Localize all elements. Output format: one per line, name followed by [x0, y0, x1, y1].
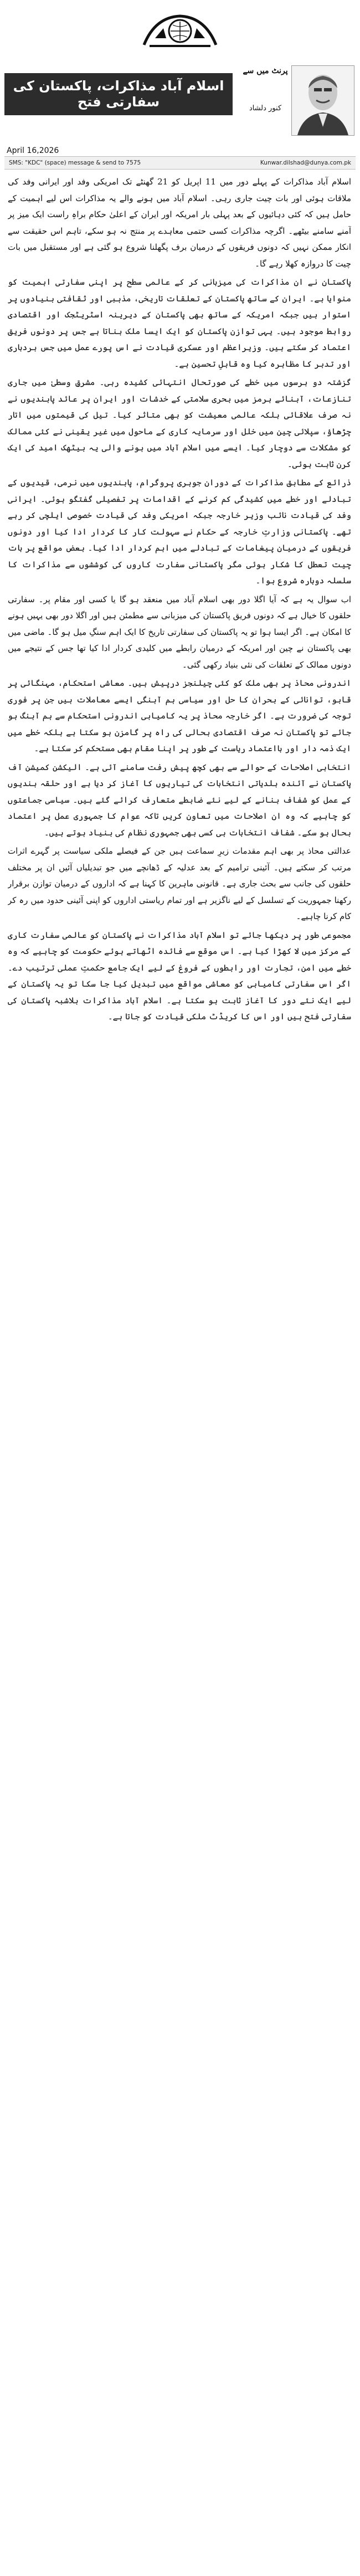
masthead: [130, 4, 230, 57]
paragraph: ذرائع کے مطابق مذاکرات کے دوران جوہری پروگرام، پابندیوں میں نرمی، قیدیوں کے تبادلے اور خطے میں کشیدگی کم کرنے کے اقدامات پر تفصیلی گفتگو ہوئی۔ ایرانی وفد کی قیادت نائب وزیر خارجہ جبکہ امریکی وفد کی قیادت خصوصی ایلچی کر رہے تھے۔ پاکستانی وزارتِ خارجہ کے حکام نے سہولت کار کا کردار ادا کیا اور دونوں فریقوں کے درمیان پیغامات کے تبادلے میں اہم کردار ادا کیا۔ بعض مواقع پر بات چیت تعطل کا شکار ہوئی مگر پاکستانی سفارت کاروں کی کوششوں سے مذاکرات کا سلسلہ دوبارہ شروع ہوا۔: [8, 478, 351, 586]
dunya-logo[interactable]: [133, 6, 227, 56]
article-body: [8, 174, 351, 2567]
paragraph: گزشتہ دو برسوں میں خطے کی صورتحال انتہائی کشیدہ رہی۔ مشرقِ وسطیٰ میں جاری تنازعات، آبنائے ہرمز میں بحری سلامتی کے خدشات اور ایران پر عائد پابندیوں نے نہ صرف علاقائی بلکہ عالمی معیشت کو بھی متاثر کیا۔ تیل کی قیمتوں میں اتار چڑھاؤ، سپلائی چین میں خلل اور سرمایہ کاری کے ماحول میں غیر یقینی نے کئی ممالک کو مشکلات سے دوچار کیا۔ ایسے میں اسلام آباد میں ہونے والی یہ بیٹھک امید کی ایک کرن ثابت ہوئی۔: [8, 377, 351, 469]
paragraph: اب سوال یہ ہے کہ آیا اگلا دور بھی اسلام آباد میں منعقد ہو گا یا کسی اور مقام پر۔ سفارتی حلقوں کا خیال ہے کہ دونوں فریق پاکستان کی میزبانی سے مطمئن ہیں اور اگلا دور بھی یہیں ہونے کا امکان ہے۔ اگر ایسا ہوا تو یہ پاکستان کی سفارتی تاریخ کا ایک اہم سنگِ میل ہو گا۔ ماضی میں بھی پاکستان نے چین اور امریکہ کے درمیان رابطے میں کلیدی کردار ادا کیا تھا جس کے نتیجے میں دونوں ممالک کے تعلقات کی نئی بنیاد رکھی گئی۔: [8, 594, 351, 670]
contact-bar: [4, 156, 356, 170]
author-email[interactable]: Kunwar.dilshad@dunya.com.pk: [260, 160, 351, 166]
paragraph: اسلام آباد مذاکرات کے پہلے دور میں 11 اپریل کو 21 گھنٹے تک امریکی وفد اور ایرانی وفد کی ملاقات ہوئی اور بات چیت جاری رہی۔ اسلام آباد میں ہونے والے یہ مذاکرات اس لیے اہمیت کے حامل ہیں کہ کئی دہائیوں کے بعد پہلی بار امریکہ اور ایران کے اعلیٰ حکام براہِ راست ایک میز پر آمنے سامنے بیٹھے۔ اگرچہ مذاکرات کسی حتمی معاہدے پر منتج نہ ہو سکے، تاہم اس حقیقت سے انکار ممکن نہیں کہ دونوں فریقوں کے درمیان برف پگھلنا شروع ہو گئی ہے اور مستقبل میں بات چیت کا دروازہ کھلا رہے گا۔: [8, 177, 351, 269]
publish-date: April 16,2026: [7, 146, 59, 155]
author-name[interactable]: کنور دلشاد: [249, 104, 282, 112]
paragraph: مجموعی طور پر دیکھا جائے تو اسلام آباد مذاکرات نے پاکستان کو عالمی سفارت کاری کے مرکز میں لا کھڑا کیا ہے۔ اس موقع سے فائدہ اٹھاتے ہوئے حکومت کو چاہیے کہ وہ خطے میں امن، تجارت اور رابطوں کے فروغ کے لیے ایک جامع حکمتِ عملی ترتیب دے۔ اگر اس سفارتی کامیابی کو معاشی مواقع میں تبدیل کیا جا سکا تو یہ پاکستان کے لیے ایک نئے دور کا آغاز ثابت ہو سکتا ہے۔ اسلام آباد مذاکرات بلاشبہ پاکستان کی سفارتی فتح ہیں اور اس کا کریڈٹ ملکی قیادت کو جاتا ہے۔: [8, 930, 351, 1022]
date-row: [0, 145, 360, 157]
paragraph: انتخابی اصلاحات کے حوالے سے بھی کچھ پیش رفت سامنے آئی ہے۔ الیکشن کمیشن آف پاکستان نے آئندہ بلدیاتی انتخابات کی تیاریوں کا آغاز کر دیا ہے اور حلقہ بندیوں کے عمل کو شفاف بنانے کے لیے نئے ضابطے متعارف کرائے گئے ہیں۔ سیاسی جماعتوں کو چاہیے کہ وہ ان اصلاحات میں تعاون کریں تاکہ عوام کا جمہوری عمل پر اعتماد بحال ہو سکے۔ شفاف انتخابات ہی کسی بھی جمہوری نظام کی بنیاد ہوتے ہیں۔: [8, 762, 351, 838]
column-header: [0, 61, 360, 144]
sms-instructions: SMS: "KDC" (space) message & send to 7575: [9, 160, 141, 166]
author-photo: [291, 65, 354, 136]
headline-box: [4, 73, 233, 115]
headline: اسلام آباد مذاکرات، پاکستان کی سفارتی فتح: [13, 78, 224, 110]
author-kicker: پرنٹ میں سے: [243, 66, 288, 75]
logo-graphic: [133, 6, 227, 56]
paragraph: اندرونی محاذ پر بھی ملک کو کئی چیلنجز درپیش ہیں۔ معاشی استحکام، مہنگائی پر قابو، توانائی کے بحران کا حل اور سیاسی ہم آہنگی ایسے معاملات ہیں جن پر فوری توجہ کی ضرورت ہے۔ اگر خارجہ محاذ پر یہ کامیابی اندرونی استحکام سے ہم آہنگ ہو جائے تو پاکستان نہ صرف اقتصادی بحالی کی راہ پر گامزن ہو سکتا ہے بلکہ خطے میں ایک ذمہ دار اور بااعتماد ریاست کے طور پر اپنا مقام بھی مستحکم کر سکتا ہے۔: [8, 678, 351, 753]
paragraph: عدالتی محاذ پر بھی اہم مقدمات زیرِ سماعت ہیں جن کے فیصلے ملکی سیاست پر گہرے اثرات مرتب کر سکتے ہیں۔ آئینی ترامیم کے بعد عدلیہ کے ڈھانچے میں جو تبدیلیاں آئیں ان پر مختلف حلقوں کی جانب سے بحث جاری ہے۔ قانونی ماہرین کا کہنا ہے کہ اداروں کے درمیان توازن برقرار رکھنا جمہوریت کے تسلسل کے لیے ناگزیر ہے اور تمام ریاستی اداروں کو اپنی آئینی حدود میں رہ کر کام کرنا چاہیے۔: [8, 846, 351, 921]
paragraph: پاکستان نے ان مذاکرات کی میزبانی کر کے عالمی سطح پر اپنی سفارتی اہمیت کو منوایا ہے۔ ایران کے ساتھ پاکستان کے تعلقات تاریخی، مذہبی اور ثقافتی بنیادوں پر استوار ہیں جبکہ امریکہ کے ساتھ بھی پاکستان کے دیرینہ اسٹریٹجک اور اقتصادی روابط موجود ہیں۔ یہی توازن پاکستان کو ایک ایسا ملک بناتا ہے جس پر دونوں فریق اعتماد کر سکتے ہیں۔ وزیراعظم اور عسکری قیادت نے اس پورے عمل میں جس بردباری اور تدبر کا مظاہرہ کیا وہ قابلِ تحسین ہے۔: [8, 277, 351, 369]
author-info: [241, 65, 289, 132]
